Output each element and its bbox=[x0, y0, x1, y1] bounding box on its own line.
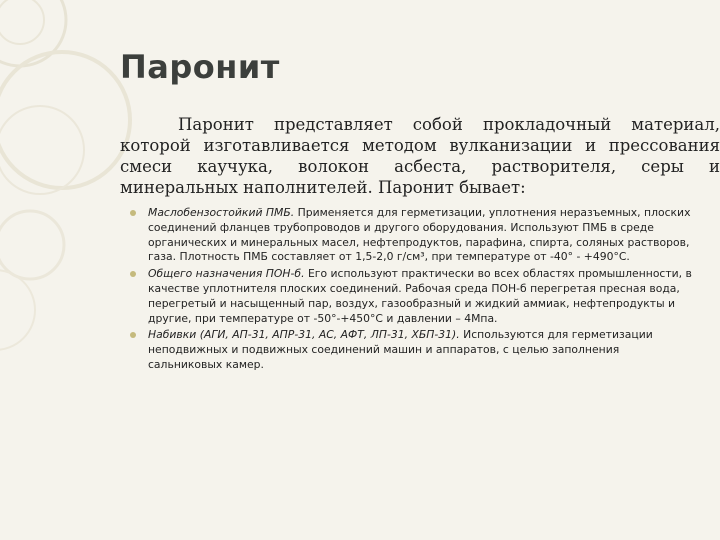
bullet-text: Используются для герметизации неподвижных и подвижных соединений машин и аппаратов, с целью заполнения сальниковых камер. bbox=[148, 328, 653, 371]
bullet-text: Применяется для герметизации, уплотнения неразъемных, плоских соединений фланцев трубопроводов и другого оборудования. Используют ПМБ в среде органических и минеральных масел, нефтепродуктов, парафина, спирта, соляных растворов, газа. Плотность ПМБ составляет от 1,5-2,0 г/см³, при температуре от -40° - +490°С. bbox=[148, 206, 691, 264]
list-item bbox=[130, 328, 696, 372]
decor-circle bbox=[0, 52, 130, 188]
list-item bbox=[130, 267, 696, 326]
bullet-icon bbox=[130, 332, 136, 338]
decor-circle bbox=[0, 211, 64, 279]
bullet-lead: Набивки (АГИ, АП-31, АПР-31, АС, АФТ, ЛП-31, ХБП-31). bbox=[148, 328, 460, 342]
page-title: Паронит bbox=[120, 48, 280, 86]
decor-circle bbox=[0, 0, 44, 44]
bullet-list bbox=[130, 206, 696, 375]
bullet-icon bbox=[130, 210, 136, 216]
decor-circle bbox=[0, 270, 35, 350]
bullet-text: Его используют практически во всех областях промышленности, в качестве уплотнителя плоских соединений. Рабочая среда ПОН-б перегретая пресная вода, перегретый и насыщенный пар, воздух, газообразный и жидкий аммиак, нефтепродукты и другие, при температуре от -50°-+450°С и давлении – 4Мпа. bbox=[148, 267, 692, 325]
list-item bbox=[130, 206, 696, 265]
bullet-icon bbox=[130, 271, 136, 277]
decor-circle bbox=[0, 106, 84, 194]
intro-paragraph bbox=[120, 114, 720, 198]
intro-text: Паронит представляет собой прокладочный материал, которой изготавливается методом вулканизации и прессования смеси каучука, волокон асбеста, растворителя, серы и минеральных наполнителей. Паронит бывает: bbox=[120, 115, 720, 197]
bullet-lead: Маслобензостойкий ПМБ. bbox=[148, 206, 295, 219]
bullet-lead: Общего назначения ПОН-б. bbox=[148, 267, 305, 281]
decor-circle bbox=[0, 0, 66, 66]
